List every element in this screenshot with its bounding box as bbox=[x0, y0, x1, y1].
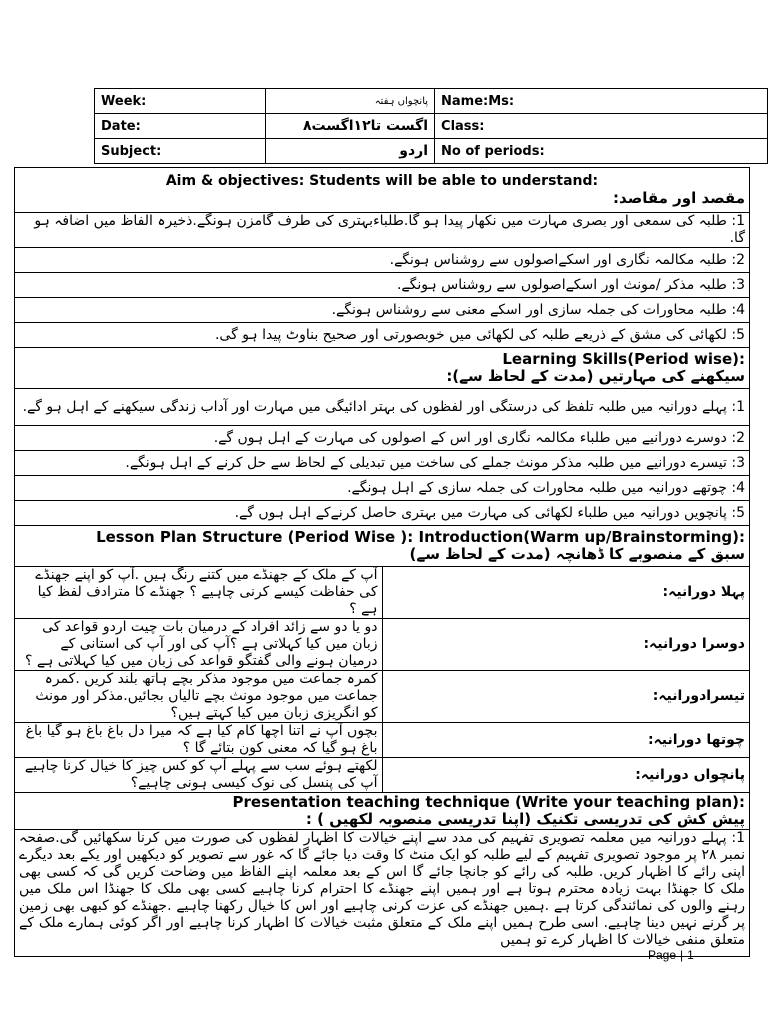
name-label: Name:Ms: bbox=[435, 89, 768, 114]
page-label: Page bbox=[648, 948, 677, 962]
skills-heading bbox=[15, 348, 750, 389]
structure-heading bbox=[15, 526, 750, 567]
skill-item: 1: پہلے دورانیہ میں طلبہ تلفظ کی درستگی اور لفظوں کی بہتر ادائیگی میں مہارت اور آداب زندگی سیکھنے کے اہل ہو گے. bbox=[15, 389, 750, 426]
period-text: کمرہ جماعت میں موجود مذکر بچے ہاتھ بلند کریں .کمرہ جماعت میں موجود مونث بچے تالیاں بجائیں.مذکر اور مونث کو انگریزی زبان میں کیا کہتے ہیں؟ bbox=[15, 671, 383, 723]
lesson-plan-table bbox=[14, 167, 750, 957]
skill-item: 4: چوتھے دورانیہ میں طلبہ محاورات کی جملہ سازی کے اہل ہونگے. bbox=[15, 476, 750, 501]
period-text: بچوں آپ نے اتنا اچھا کام کیا ہے کہ میرا دل باغ باغ ہو گیا باغ باغ ہو گیا کہ معنی کون بتائے گا ؟ bbox=[15, 723, 383, 758]
period-label: تیسرادورانیہ: bbox=[382, 671, 750, 723]
period-text: آپ کے ملک کے جھنڈے میں کتنے رنگ ہیں .آپ کو اپنے جھنڈے کی حفاظت کیسے کرنی چاہیے ؟ جھنڈے کا مترادف لفظ کیا ہے ؟ bbox=[15, 567, 383, 619]
header-info-table bbox=[94, 88, 768, 164]
aim-item: 1: طلبہ کی سمعی اور بصری مہارت میں نکھار پیدا ہو گا.طلباءبہتری کی طرف گامزن ہونگے.ذخیرہ الفاظ میں اضافہ ہو گا. bbox=[15, 213, 750, 248]
structure-heading-ur: سبق کے منصوبے کا ڈھانچہ (مدت کے لحاظ سے) bbox=[409, 545, 745, 563]
aim-item: 4: طلبہ محاورات کی جملہ سازی اور اسکے معنی سے روشناس ہونگے. bbox=[15, 298, 750, 323]
aim-item: 2: طلبہ مکالمہ نگاری اور اسکےاصولوں سے روشناس ہونگے. bbox=[15, 248, 750, 273]
week-label: Week: bbox=[95, 89, 266, 114]
aims-heading-ur: مقصد اور مقاصد: bbox=[613, 189, 745, 207]
presentation-heading-ur: پیش کش کی تدریسی تکنیک (اپنا تدریسی منصوبہ لکھیں ) : bbox=[305, 810, 745, 828]
week-value: پانچواں ہفتہ bbox=[266, 89, 435, 114]
periods-label: No of periods: bbox=[435, 139, 768, 164]
page-footer bbox=[648, 948, 694, 962]
presentation-heading bbox=[15, 793, 750, 830]
date-value: اگست تا۱۲اگست۸ bbox=[266, 114, 435, 139]
aim-item: 3: طلبہ مذکر /مونث اور اسکےاصولوں سے روشناس ہونگے. bbox=[15, 273, 750, 298]
aims-heading bbox=[15, 168, 750, 213]
skills-heading-ur: سیکھنے کی مہارتیں (مدت کے لحاظ سے): bbox=[446, 367, 745, 385]
subject-label: Subject: bbox=[95, 139, 266, 164]
period-text: لکھتے ہوئے سب سے پہلے آپ کو کس چیز کا خیال کرنا چاہیے آپ کی پنسل کی نوک کیسی ہونی چاہیے؟ bbox=[15, 758, 383, 793]
skill-item: 3: تیسرے دورانیے میں طلبہ مذکر مونث جملے کی ساخت میں تبدیلی کے لحاظ سے حل کرنے کے اہل ہونگے. bbox=[15, 451, 750, 476]
period-text: دو یا دو سے زائد افراد کے درمیان بات چیت اردو قواعد کی زبان میں کیا کہلاتی ہے ؟آپ کی اور آپ کی استانی کے درمیان ہونے والی گفتگو قواعد کی زبان میں کیا کہلاتی ہے ؟ bbox=[15, 619, 383, 671]
date-label: Date: bbox=[95, 114, 266, 139]
period-label: پانچواں دورانیہ: bbox=[382, 758, 750, 793]
period-label: پہلا دورانیہ: bbox=[382, 567, 750, 619]
aim-item: 5: لکھائی کی مشق کے ذریعے طلبہ کی لکھائی میں خوبصورتی اور صحیح بناوٹ پیدا ہو گی. bbox=[15, 323, 750, 348]
skill-item: 5: پانچویں دورانیہ میں طلباء لکھائی کی مہارت میں بہتری حاصل کرنےکے اہل ہوں گے. bbox=[15, 501, 750, 526]
footer-divider: | bbox=[680, 948, 684, 962]
period-label: دوسرا دورانیہ: bbox=[382, 619, 750, 671]
class-label: Class: bbox=[435, 114, 768, 139]
subject-value: اردو bbox=[266, 139, 435, 164]
teaching-plan-text: 1: پہلے دورانیہ میں معلمہ تصویری تفہیم کی مدد سے اپنے خیالات کا اظہار لفظوں کی صورت میں کرنا سکھائیں گی.صفحہ نمبر ۲۸ پر موجود تصویری تفہیم کے لیے طلبہ کو ایک منٹ کا وقت دیا جائے گا کہ غور سے تصویر کو دیکھیں اور یکے بعد دیگرے اپنی رائے کا اظہار کریں. طلبہ کی رائے کو جانچا جائے گا اس کے بعد معلمہ اپنے الفاظ میں وضاحت کریں گی کہ کسی بھی ملک کا جھنڈا بہت زیادہ محترم ہوتا ہے اور ہمیں اپنے جھنڈے کا احترام کرنا چاہیے کسی بھی ملک کا جھنڈا اس ملک میں رہنے والوں کی نمائندگی کرتا ہے .ہمیں جھنڈے کی عزت کرنی چاہیے اور اس کا خیال رکھنا چاہیے .جھنڈے کو کبھی بھی زمین پر گرنے نہیں دینا چاہیے. اسی طرح ہمیں اپنے ملک کے متعلق مثبت خیالات کا اظہار کرنا چاہیے اور اگر کوئی ہمارے ملک کے متعلق منفی خیالات کا اظہار کرے تو ہمیں bbox=[15, 830, 750, 957]
structure-heading-en: Lesson Plan Structure (Period Wise ): Introduction(Warm up/Brainstorming): bbox=[96, 528, 745, 546]
aims-heading-en: Aim & objectives: Students will be able to understand: bbox=[165, 173, 599, 189]
skills-heading-en: Learning Skills(Period wise): bbox=[502, 350, 745, 368]
skill-item: 2: دوسرے دورانیے میں طلباء مکالمہ نگاری اور اس کے اصولوں کی مہارت کے اہل ہوں گے. bbox=[15, 426, 750, 451]
presentation-heading-en: Presentation teaching technique (Write your teaching plan): bbox=[232, 793, 745, 811]
page-number: 1 bbox=[687, 948, 694, 962]
period-label: چوتھا دورانیہ: bbox=[382, 723, 750, 758]
